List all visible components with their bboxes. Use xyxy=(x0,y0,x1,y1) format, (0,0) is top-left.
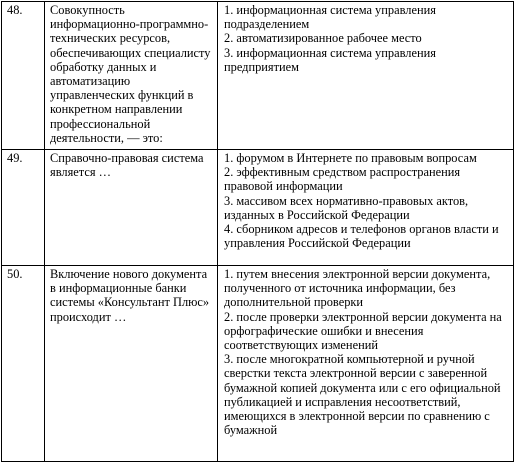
question-row-49 xyxy=(2,150,514,266)
question-text: Совокупность информационно-программно-технических ресурсов, обеспечивающих специалисту обработку данных и автоматизацию управленческих функций в конкретном направлении профессиональной деятельности, — это: xyxy=(45,2,218,150)
answer-option-1: 1. информационная система управления подразделением xyxy=(224,3,436,32)
question-row-48 xyxy=(2,2,514,150)
answer-option-3: 3. информационная система управления предприятием xyxy=(224,45,436,74)
answer-options xyxy=(218,2,514,150)
answer-option-3: 3. после многократной компьютерной и ручной сверстки текста электронной версии с заверенной бумажной копией документа или с его официальной публикацией и исправления несоответствий, имеющихся в электронной версии по сравнению с бумажной xyxy=(224,352,501,438)
question-text: Включение нового документа в информационные банки системы «Консультант Плюс» происходит … xyxy=(45,266,218,462)
answer-options xyxy=(218,150,514,266)
question-number: 49. xyxy=(2,150,45,266)
answer-option-1: 1. путем внесения электронной версии документа, полученного от источника информации, без дополнительной проверки xyxy=(224,267,491,310)
answer-option-4: 4. сборником адресов и телефонов органов власти и управления Российской Федерации xyxy=(224,222,499,251)
question-row-50 xyxy=(2,266,514,462)
question-number: 48. xyxy=(2,2,45,150)
question-number: 50. xyxy=(2,266,45,462)
question-text: Справочно-правовая система является … xyxy=(45,150,218,266)
answer-option-2: 2. автоматизированное рабочее место xyxy=(224,31,422,46)
answer-option-2: 2. после проверки электронной версии документа на орфографические ошибки и внесения соответствующих изменений xyxy=(224,309,502,353)
answer-option-2: 2. эффективным средством распространения правовой информации xyxy=(224,165,461,194)
answer-option-3: 3. массивом всех нормативно-правовых актов, изданных в Российской Федерации xyxy=(224,193,469,222)
answer-option-1: 1. форумом в Интернете по правовым вопросам xyxy=(224,151,477,165)
answer-options xyxy=(218,266,514,462)
questions-table xyxy=(1,1,514,462)
